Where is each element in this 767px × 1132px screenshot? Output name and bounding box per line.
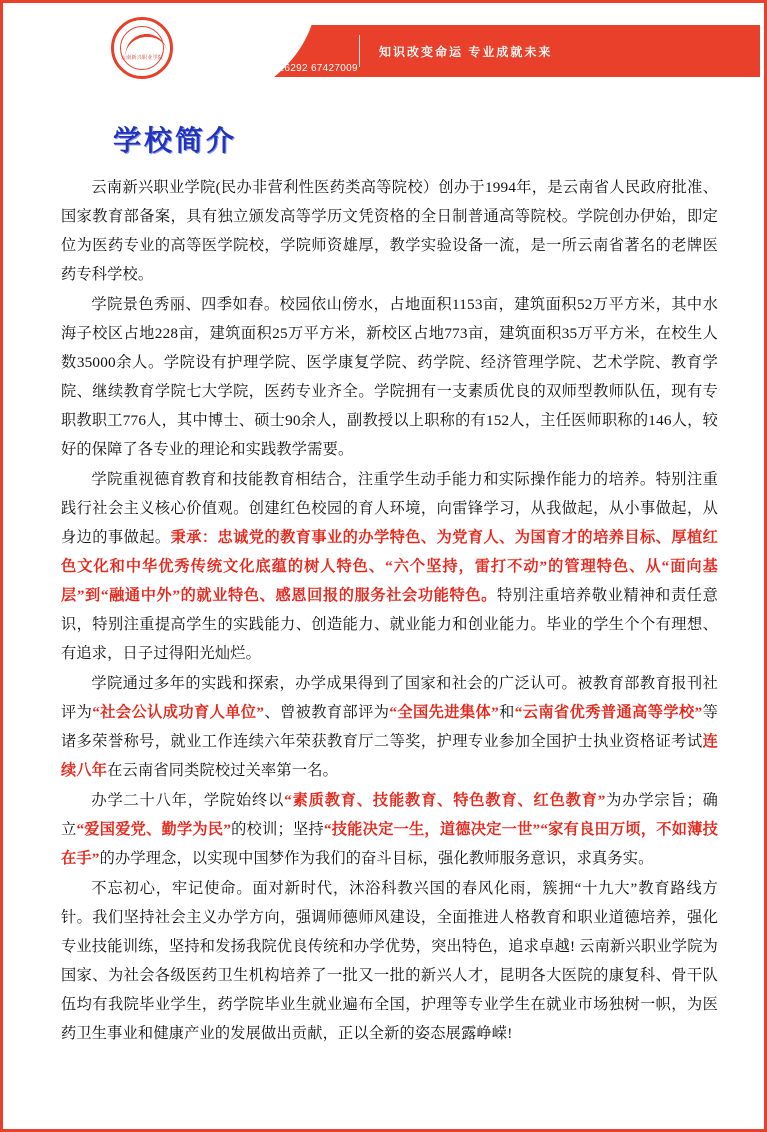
body-text: 为办学宗旨；确立 [61, 792, 719, 838]
body-text: 学院重视德育教育和技能教育相结合，注重学生动手能力和实际操作能力的培养。特别注重践行社会主义核心价值观。创建红色校园的育人环境，向雷锋学习，从我做起，从小事做起，从身边的事做起。 [61, 471, 718, 546]
paragraph [61, 465, 718, 668]
body-text: 的办学理念，以实现中国梦作为我们的奋斗目标，强化教师服务意识，求真务实。 [99, 850, 654, 867]
paragraph [61, 669, 718, 785]
logo-label: 云南新兴职业学院 [120, 55, 164, 61]
header-telephone: 电话：0871-67426292 67427009 [203, 63, 358, 74]
highlighted-text: 连续八年 [61, 733, 718, 779]
page-header [7, 7, 760, 93]
body-text: 、曾被教育部评为 [264, 704, 390, 721]
header-white-wedge [7, 7, 127, 93]
page-title: 学校简介 [113, 125, 238, 156]
highlighted-text: “家有良田万顷，不如薄技在手” [61, 821, 719, 867]
body-text: 学院通过多年的实践和探索，办学成果得到了国家和社会的广泛认可。被教育部教育报刊社评为 [61, 675, 718, 721]
body-text: 不忘初心，牢记使命。面对新时代，沐浴科教兴国的春风化雨，簇拥“十九大”教育路线方针。我们坚持社会主义办学方向，强调师德师风建设，全面推进人格教育和职业道德培养，强化专业技能训练，坚持和发扬我院优良传统和办学优势，突出特色，追求卓越! 云南新兴职业学院为国家、为社会各级医药卫生机构培养了一批又一批的新兴人才，昆明各大医院的康复科、骨干队伍均有我院毕业学生，药学院毕业生就业遍布全国，护理等专业学生在就业市场独树一帜，为医药卫生事业和健康产业的发展做出贡献，正以全新的姿态展露峥嵘! [61, 880, 718, 1042]
body-text: 云南新兴职业学院(民办非营利性医药类高等院校）创办于1994年，是云南省人民政府批准、国家教育部备案，具有独立颁发高等学历文凭资格的全日制普通高等院校。学院创办伊始，即定位为医药专业的高等医学院校，学院师资雄厚，教学实验设备一流，是一所云南省著名的老牌医药专科学校。 [61, 179, 718, 283]
logo-circle [111, 17, 173, 79]
paragraph [61, 786, 718, 873]
body-text: 特别注重培养敬业精神和责任意识，特别注重提高学生的实践能力、创造能力、就业能力和创业能力。毕业的学生个个有理想、有追求，日子过得阳光灿烂。 [61, 587, 718, 662]
highlighted-text: “技能决定一生，道德决定一世” [323, 821, 541, 838]
header-divider [359, 35, 360, 67]
highlighted-text: “云南省优秀普通高等学校” [514, 704, 703, 721]
body-text: 等诸多荣誉称号，就业工作连续六年荣获教育厅二等奖，护理专业参加全国护士执业资格证考试 [61, 704, 719, 750]
paragraph [61, 874, 718, 1048]
highlighted-text: “爱国爱党、勤学为民” [76, 821, 232, 838]
paragraph [61, 173, 718, 289]
school-logo [111, 17, 177, 83]
body-text: 的校训；坚持 [231, 821, 324, 838]
highlighted-text: 秉承：忠诚党的教育事业的办学特色、为党育人、为国育才的培养目标、厚植红色文化和中华优秀传统文化底蕴的树人特色、“六个坚持，雷打不动”的管理特色、从“面向基层”到“融通中外”的就业特色、感恩回报的服务社会功能特色。 [61, 529, 718, 604]
article-body [61, 173, 718, 1048]
body-text: 办学二十八年，学院始终以 [91, 792, 285, 809]
highlighted-text: “社会公认成功育人单位” [92, 704, 265, 721]
highlighted-text: “全国先进集体” [389, 704, 499, 721]
highlighted-text: “素质教育、技能教育、特色教育、红色教育” [284, 792, 606, 809]
body-text: 学院景色秀丽、四季如春。校园依山傍水，占地面积1153亩，建筑面积52万平方米，其中水海子校区占地228亩，建筑面积25万平方米，新校区占地773亩，建筑面积35万平方米，在校生人数35000余人。学院设有护理学院、医学康复学院、药学院、经济管理学院、艺术学院、教育学院、继续教育学院七大学院，医药专业齐全。学院拥有一支素质优良的双师型教师队伍，现有专职教职工776人，其中博士、硕士90余人，副教授以上职称的有152人，主任医师职称的146人，较好的保障了各专业的理论和实践教学需要。 [61, 296, 718, 458]
header-slogan: 知识改变命运 专业成就未来 [379, 45, 553, 59]
paragraph [61, 290, 718, 464]
header-website: www.ynxzy.com [203, 41, 280, 52]
body-text: 和 [498, 704, 515, 721]
body-text: 在云南省同类院校过关率第一名。 [107, 762, 338, 779]
